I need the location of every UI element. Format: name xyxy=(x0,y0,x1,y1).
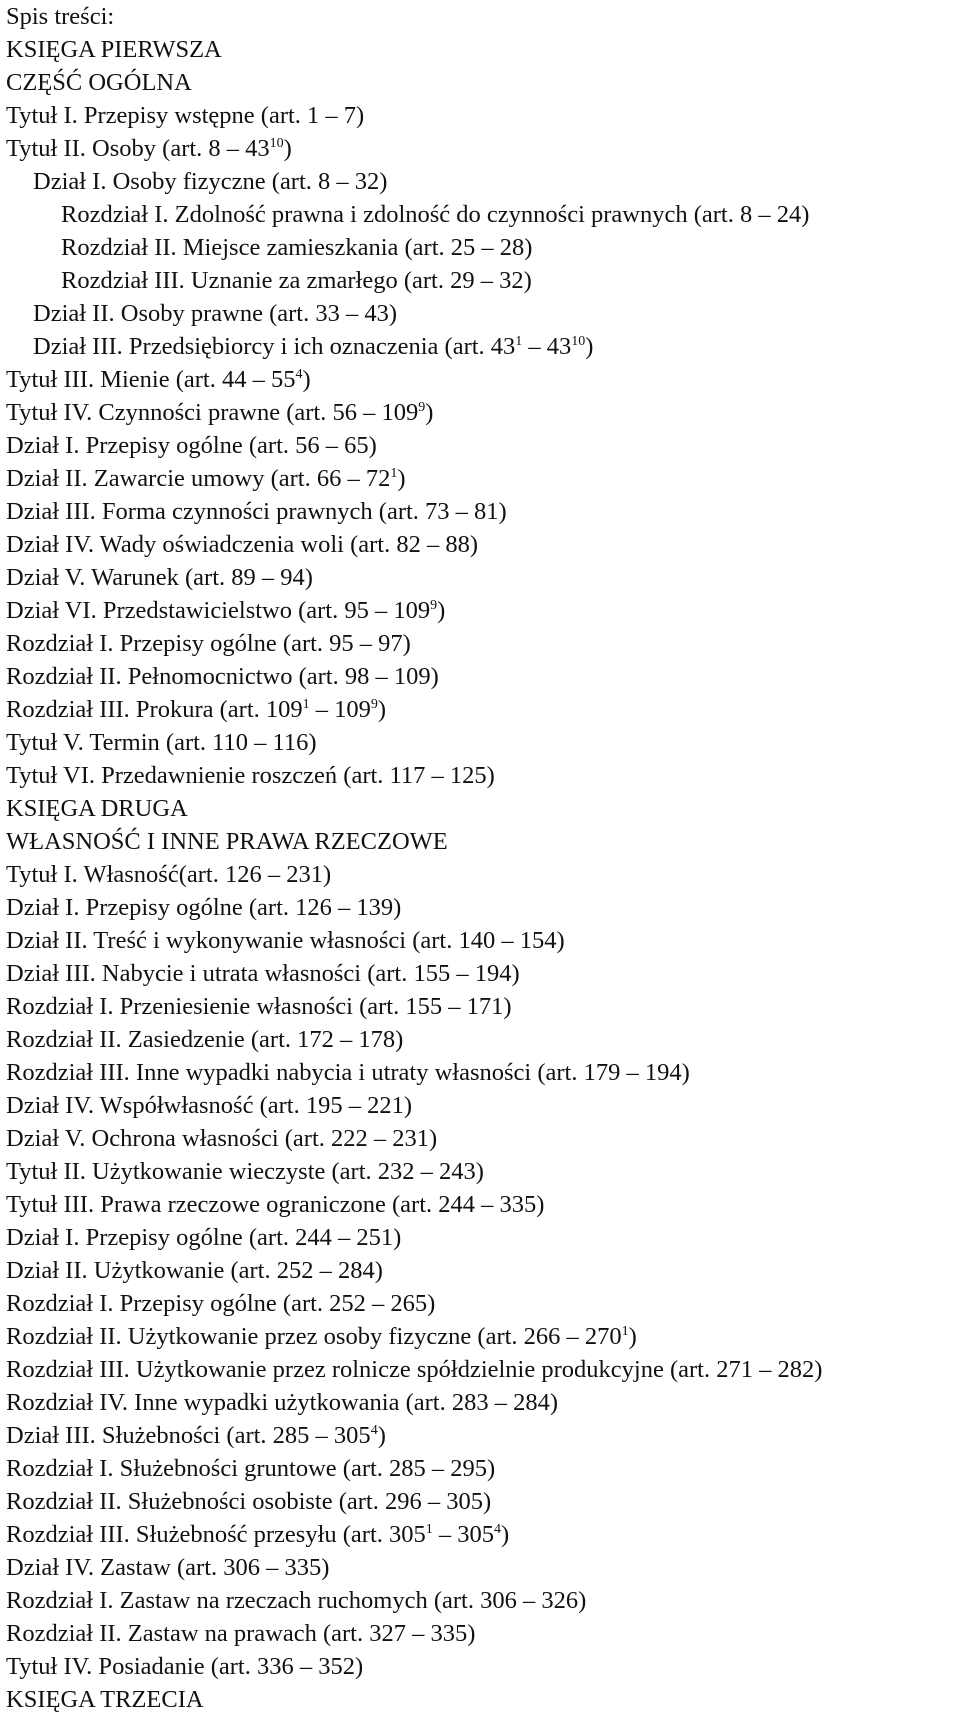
toc-entry-text: Rozdział I. Służebności gruntowe (art. 285 – 295) xyxy=(6,1455,496,1482)
toc-entry xyxy=(6,1320,960,1353)
toc-entry-text: Rozdział III. Użytkowanie przez rolnicze spółdzielnie produkcyjne (art. 271 – 282) xyxy=(6,1356,823,1383)
toc-entry xyxy=(6,1155,960,1188)
toc-entry-superscript: 1 xyxy=(515,334,523,349)
toc-entry xyxy=(6,1683,960,1716)
toc-entry xyxy=(6,231,960,264)
toc-entry-text: Tytuł IV. Czynności prawne (art. 56 – 109 xyxy=(6,399,419,426)
toc-entry-text: ) xyxy=(283,135,292,162)
toc-entry-text: Dział V. Warunek (art. 89 – 94) xyxy=(6,564,313,591)
toc-entry-text: Rozdział III. Inne wypadki nabycia i utraty własności (art. 179 – 194) xyxy=(6,1059,690,1086)
toc-entry-text: Dział V. Ochrona własności (art. 222 – 231) xyxy=(6,1125,438,1152)
toc-entry-text: Rozdział II. Użytkowanie przez osoby fizyczne (art. 266 – 270 xyxy=(6,1323,622,1350)
toc-entry xyxy=(6,165,960,198)
toc-entry xyxy=(6,924,960,957)
toc-entry-superscript: 10 xyxy=(269,136,284,151)
toc-entry xyxy=(6,1122,960,1155)
toc-entry-text: KSIĘGA PIERWSZA xyxy=(6,36,222,63)
toc-entry xyxy=(6,33,960,66)
toc-entry-superscript: 9 xyxy=(418,400,426,415)
toc-entry-text: ) xyxy=(377,696,387,723)
toc-entry-text: Dział IV. Wady oświadczenia woli (art. 82 – 88) xyxy=(6,531,479,558)
toc-entry-text: Tytuł III. Mienie (art. 44 – 55 xyxy=(6,366,296,393)
toc-entry-text: Rozdział III. Prokura (art. 109 xyxy=(6,696,303,723)
toc-entry-text: KSIĘGA DRUGA xyxy=(6,795,188,822)
toc-entry xyxy=(6,99,960,132)
toc-entry xyxy=(6,198,960,231)
toc-heading: Spis treści: xyxy=(6,3,115,30)
toc-entry xyxy=(6,594,960,627)
toc-entry-text: Dział II. Użytkowanie (art. 252 – 284) xyxy=(6,1257,383,1284)
toc-entry-text: Rozdział III. Służebność przesyłu (art. 305 xyxy=(6,1521,426,1548)
toc-entry xyxy=(6,297,960,330)
toc-entry-text: WŁASNOŚĆ I INNE PRAWA RZECZOWE xyxy=(6,828,448,855)
toc-entry xyxy=(6,1485,960,1518)
toc-entry xyxy=(6,528,960,561)
toc-entry-text: Rozdział II. Pełnomocnictwo (art. 98 – 109) xyxy=(6,663,439,690)
toc-entry xyxy=(6,561,960,594)
toc-entry xyxy=(6,1551,960,1584)
toc-entry xyxy=(6,891,960,924)
toc-entry-text: KSIĘGA TRZECIA xyxy=(6,1686,204,1713)
toc-entry xyxy=(6,330,960,363)
toc-entry-text: Tytuł V. Termin (art. 110 – 116) xyxy=(6,729,317,756)
toc-entry-superscript: 4 xyxy=(295,367,303,382)
toc-entry xyxy=(6,1650,960,1683)
toc-entry-text: Rozdział II. Służebności osobiste (art. 296 – 305) xyxy=(6,1488,492,1515)
toc-entry-text: Dział II. Osoby prawne (art. 33 – 43) xyxy=(33,300,397,327)
toc-entry-text: Dział III. Służebności (art. 285 – 305 xyxy=(6,1422,371,1449)
toc-entry-text: Dział I. Przepisy ogólne (art. 126 – 139) xyxy=(6,894,402,921)
toc-entry-text: Rozdział I. Zastaw na rzeczach ruchomych (art. 306 – 326) xyxy=(6,1587,587,1614)
toc-entry xyxy=(6,858,960,891)
toc-entry-text: Rozdział III. Uznanie za zmarłego (art. 29 – 32) xyxy=(61,267,532,294)
toc-entry-text: Rozdział II. Zasiedzenie (art. 172 – 178) xyxy=(6,1026,404,1053)
toc-entry-text: Tytuł II. Osoby (art. 8 – 43 xyxy=(6,135,270,162)
toc-entry xyxy=(6,1584,960,1617)
toc-entry xyxy=(6,759,960,792)
toc-entry-text: Dział III. Nabycie i utrata własności (art. 155 – 194) xyxy=(6,960,520,987)
toc-entry-text: Rozdział I. Przepisy ogólne (art. 95 – 97) xyxy=(6,630,411,657)
toc-entry xyxy=(6,1221,960,1254)
toc-entry-superscript: 4 xyxy=(370,1423,378,1438)
toc-entry-text: Dział II. Zawarcie umowy (art. 66 – 72 xyxy=(6,465,391,492)
toc-entry-text: ) xyxy=(425,399,434,426)
toc-entry-text: ) xyxy=(585,333,594,360)
toc-entry xyxy=(6,990,960,1023)
toc-entry-text: – 109 xyxy=(309,696,371,723)
toc-entry-text: Dział I. Osoby fizyczne (art. 8 – 32) xyxy=(33,168,388,195)
toc-entry xyxy=(6,1386,960,1419)
toc-entry xyxy=(6,396,960,429)
toc-entry-text: Rozdział I. Zdolność prawna i zdolność do czynności prawnych (art. 8 – 24) xyxy=(61,201,810,228)
toc-entry xyxy=(6,1056,960,1089)
toc-entry-text: Tytuł I. Własność(art. 126 – 231) xyxy=(6,861,332,888)
toc-entry-text: Tytuł VI. Przedawnienie roszczeń (art. 117 – 125) xyxy=(6,762,495,789)
toc-entry-text: Dział IV. Zastaw (art. 306 – 335) xyxy=(6,1554,330,1581)
toc-entry-text: Tytuł I. Przepisy wstępne (art. 1 – 7) xyxy=(6,102,365,129)
toc-entry xyxy=(6,363,960,396)
toc-entry-text: ) xyxy=(397,465,406,492)
toc-entry-text: Rozdział I. Przepisy ogólne (art. 252 – 265) xyxy=(6,1290,436,1317)
toc-entry-superscript: 9 xyxy=(370,697,378,712)
toc-entry-text: Rozdział IV. Inne wypadki użytkowania (art. 283 – 284) xyxy=(6,1389,559,1416)
toc-entry xyxy=(6,429,960,462)
toc-entry-superscript: 4 xyxy=(494,1522,502,1537)
toc-entry xyxy=(6,1617,960,1650)
toc-entry xyxy=(6,1188,960,1221)
toc-entry-text: – 43 xyxy=(522,333,572,360)
toc-entry-text: Rozdział II. Miejsce zamieszkania (art. 25 – 28) xyxy=(61,234,533,261)
toc-entry-superscript: 1 xyxy=(390,466,398,481)
toc-entry-text: Rozdział II. Zastaw na prawach (art. 327 – 335) xyxy=(6,1620,476,1647)
toc-entry xyxy=(6,495,960,528)
toc-entry xyxy=(6,1518,960,1551)
toc-entry-text: ) xyxy=(628,1323,637,1350)
toc-entry-text: – 305 xyxy=(432,1521,495,1548)
toc-entry-text: ) xyxy=(437,597,446,624)
toc-entry xyxy=(6,957,960,990)
toc-entry xyxy=(6,660,960,693)
toc-entry xyxy=(6,726,960,759)
toc-entry-text: Dział III. Forma czynności prawnych (art. 73 – 81) xyxy=(6,498,507,525)
toc-entries xyxy=(6,33,960,1716)
toc-entry-text: Dział III. Przedsiębiorcy i ich oznaczenia (art. 43 xyxy=(33,333,516,360)
toc-entry xyxy=(6,1254,960,1287)
toc-entry-text: Dział I. Przepisy ogólne (art. 56 – 65) xyxy=(6,432,377,459)
toc-entry-text: ) xyxy=(302,366,311,393)
toc-entry-text: Dział I. Przepisy ogólne (art. 244 – 251) xyxy=(6,1224,402,1251)
toc-entry xyxy=(6,1287,960,1320)
toc-entry-text: Dział VI. Przedstawicielstwo (art. 95 – 109 xyxy=(6,597,431,624)
toc-entry xyxy=(6,66,960,99)
toc-entry-text: Dział II. Treść i wykonywanie własności (art. 140 – 154) xyxy=(6,927,565,954)
toc-entry-text: Dział IV. Współwłasność (art. 195 – 221) xyxy=(6,1092,412,1119)
toc-entry-superscript: 10 xyxy=(571,334,586,349)
toc-entry xyxy=(6,1023,960,1056)
toc-entry xyxy=(6,825,960,858)
toc-entry xyxy=(6,627,960,660)
toc-entry xyxy=(6,1452,960,1485)
toc-entry xyxy=(6,1419,960,1452)
toc-entry xyxy=(6,132,960,165)
toc-entry-text: ) xyxy=(377,1422,386,1449)
toc-entry-superscript: 1 xyxy=(425,1522,433,1537)
toc-entry-text: Tytuł III. Prawa rzeczowe ograniczone (art. 244 – 335) xyxy=(6,1191,545,1218)
toc-entry-text: ) xyxy=(501,1521,510,1548)
toc-entry-text: Rozdział I. Przeniesienie własności (art. 155 – 171) xyxy=(6,993,512,1020)
toc-entry-text: Tytuł II. Użytkowanie wieczyste (art. 232 – 243) xyxy=(6,1158,484,1185)
toc-entry-text: Tytuł IV. Posiadanie (art. 336 – 352) xyxy=(6,1653,364,1680)
toc-entry-text: CZĘŚĆ OGÓLNA xyxy=(6,69,192,96)
toc-entry xyxy=(6,693,960,726)
toc-entry xyxy=(6,1089,960,1122)
toc-entry xyxy=(6,462,960,495)
toc-entry xyxy=(6,1353,960,1386)
toc-entry xyxy=(6,264,960,297)
toc-entry xyxy=(6,792,960,825)
toc-entry-superscript: 1 xyxy=(302,697,310,712)
toc-entry-superscript: 9 xyxy=(430,598,438,613)
toc-entry-superscript: 1 xyxy=(621,1324,629,1339)
